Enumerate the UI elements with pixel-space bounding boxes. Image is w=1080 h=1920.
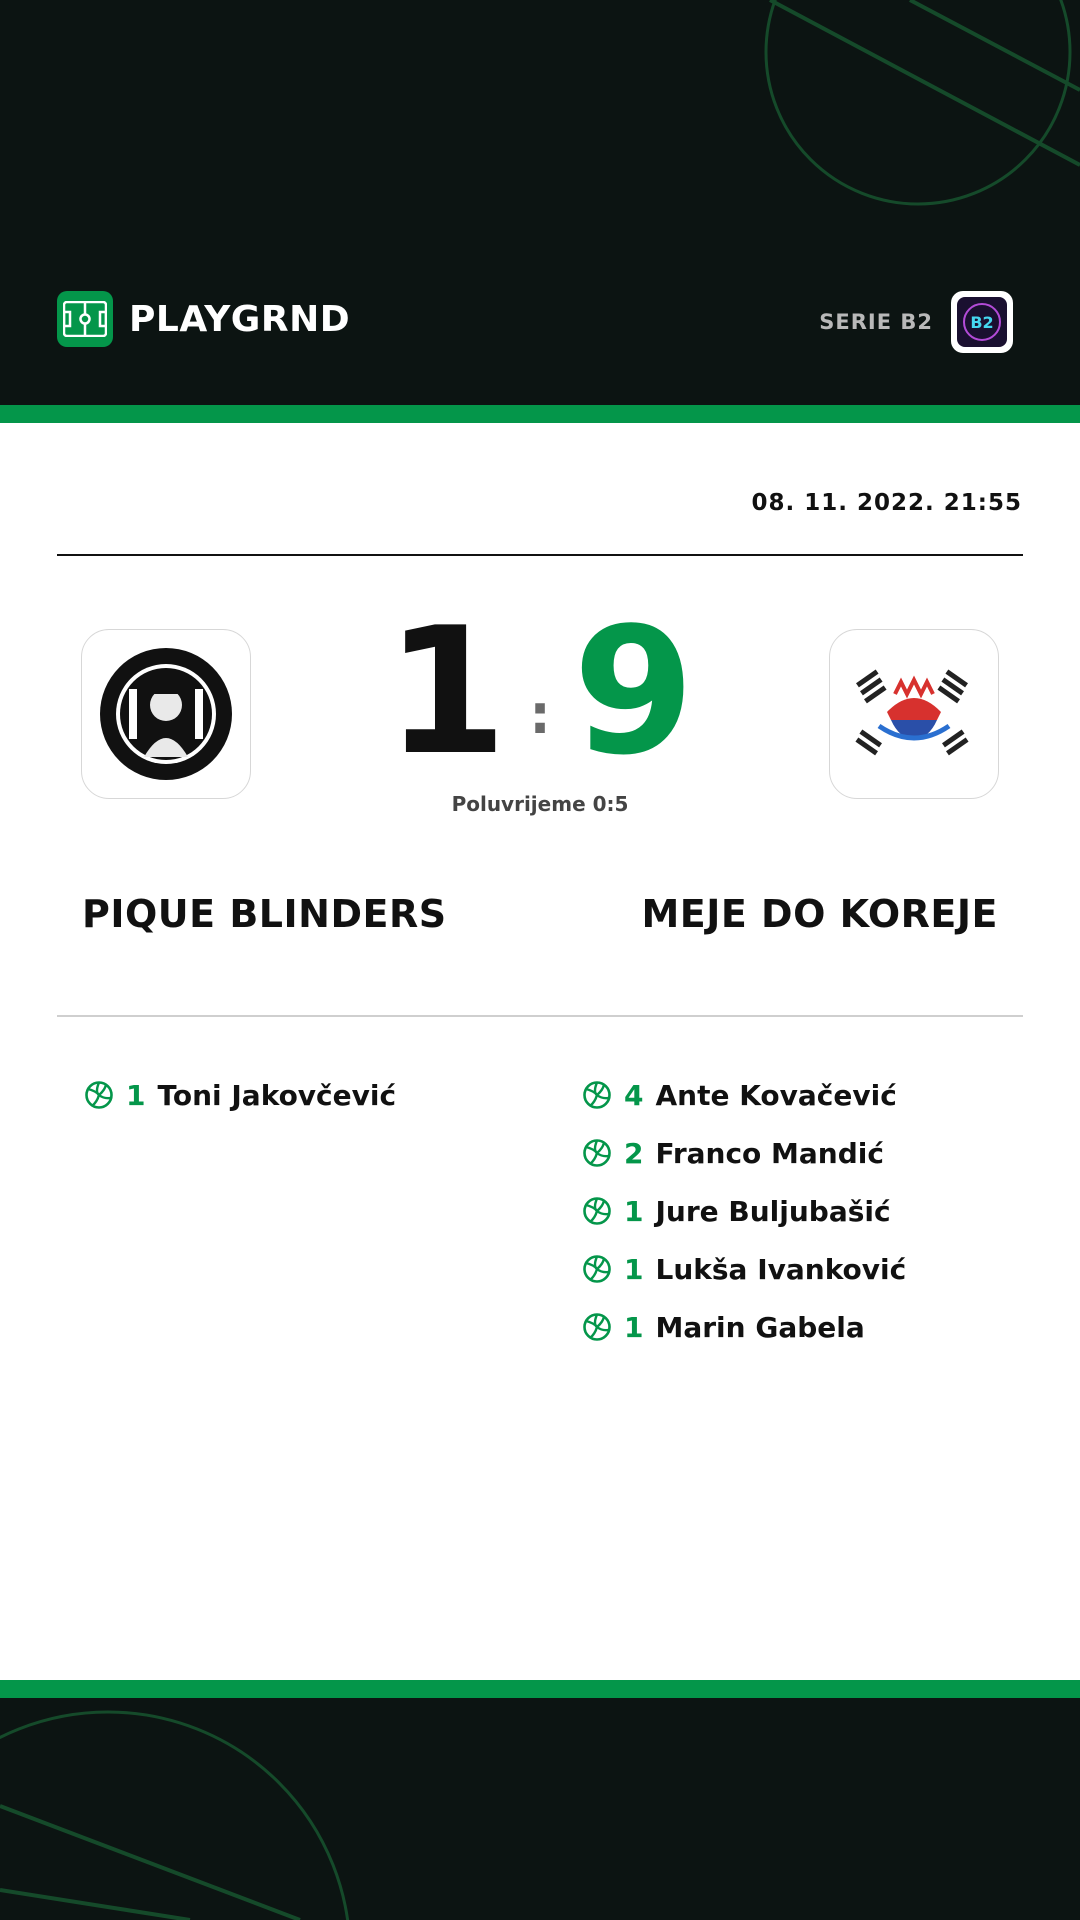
score-separator: : (529, 683, 551, 746)
away-scorer-row (582, 1066, 906, 1124)
away-team-logo (829, 629, 999, 799)
away-scorer-row (582, 1298, 906, 1356)
goal-ball-icon (582, 1254, 612, 1284)
scoreboard (385, 591, 695, 794)
accent-stripe-bottom (0, 1680, 1080, 1698)
footer (0, 1698, 1080, 1920)
away-team-name: MEJE DO KOREJE (641, 892, 998, 936)
goal-count: 1 (624, 1310, 644, 1344)
scorer-name: Franco Mandić (655, 1136, 884, 1170)
scorer-name: Lukša Ivanković (655, 1252, 907, 1286)
goal-count: 4 (624, 1078, 644, 1112)
home-team-logo (81, 629, 251, 799)
home-scorer-row (84, 1066, 396, 1124)
accent-stripe-top (0, 405, 1080, 423)
header (0, 0, 1080, 405)
pitch-lines-decoration-bottom (0, 1698, 1080, 1920)
goal-ball-icon (582, 1080, 612, 1110)
divider-light (57, 1015, 1023, 1017)
league-name: SERIE B2 (819, 310, 933, 334)
match-datetime: 08. 11. 2022. 21:55 (751, 490, 1022, 516)
goal-ball-icon (582, 1312, 612, 1342)
goal-ball-icon (582, 1138, 612, 1168)
scorer-name: Ante Kovačević (655, 1078, 897, 1112)
away-scorer-row (582, 1240, 906, 1298)
pitch-icon (57, 291, 113, 347)
goal-count: 1 (624, 1194, 644, 1228)
scorer-name: Jure Buljubašić (655, 1194, 891, 1228)
league-logo (951, 291, 1013, 353)
halftime-score: Poluvrijeme 0:5 (451, 792, 629, 816)
scorer-name: Marin Gabela (655, 1310, 865, 1344)
league-badge (819, 291, 1013, 353)
home-team-name: PIQUE BLINDERS (82, 892, 447, 936)
goal-count: 1 (624, 1252, 644, 1286)
goal-count: 2 (624, 1136, 644, 1170)
away-scorer-row (582, 1182, 906, 1240)
brand (57, 291, 350, 347)
away-scorers-list (582, 1066, 906, 1356)
home-scorers-list (84, 1066, 396, 1124)
away-score: 9 (572, 591, 695, 794)
scorer-name: Toni Jakovčević (157, 1078, 397, 1112)
league-logo-text: B2 (970, 313, 994, 332)
goal-count: 1 (126, 1078, 146, 1112)
brand-name: PLAYGRND (129, 298, 351, 340)
goal-ball-icon (84, 1080, 114, 1110)
divider (57, 554, 1023, 556)
home-score: 1 (385, 591, 508, 794)
away-scorer-row (582, 1124, 906, 1182)
goal-ball-icon (582, 1196, 612, 1226)
